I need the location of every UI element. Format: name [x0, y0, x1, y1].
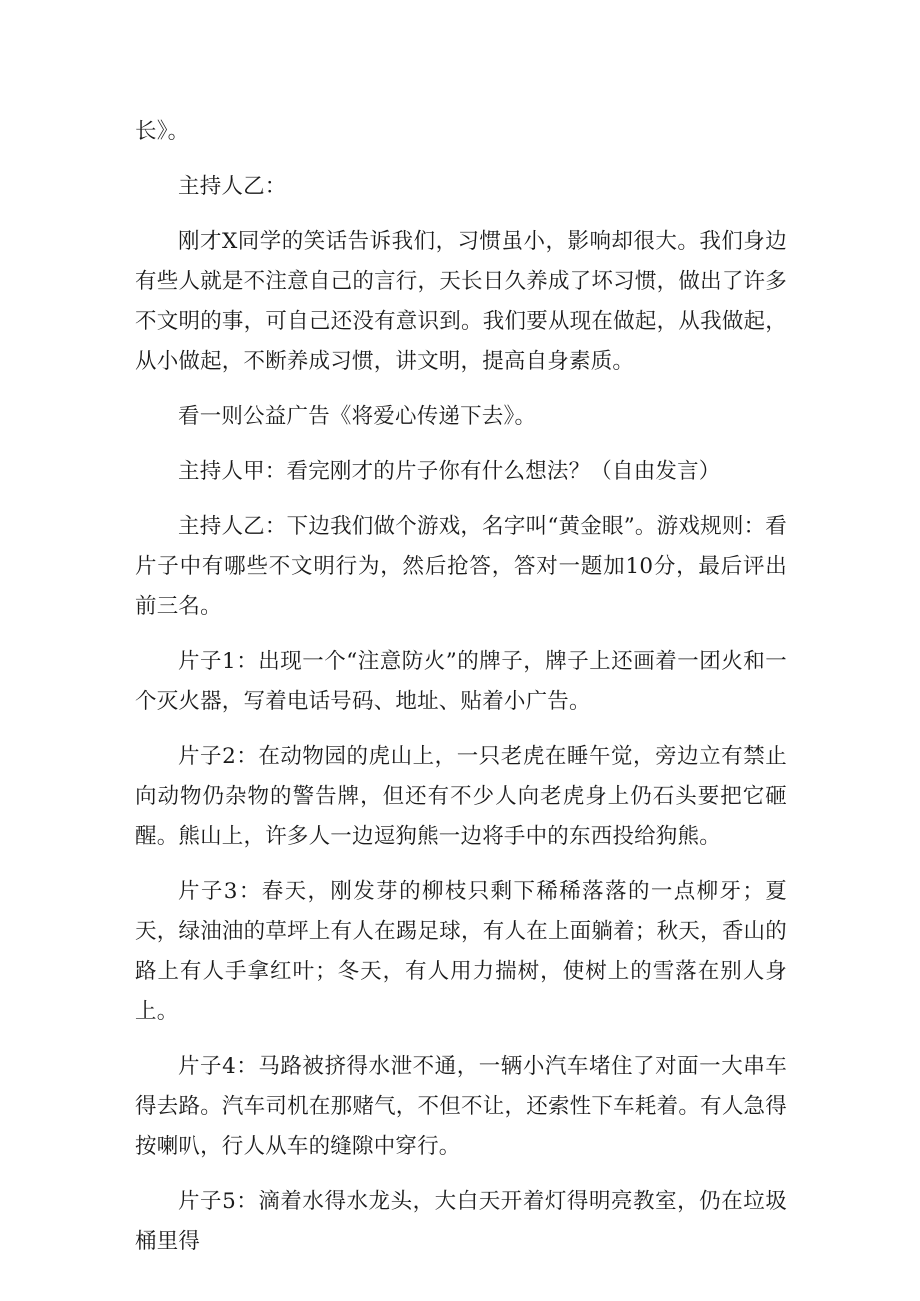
paragraph-host-b-label: 主持人乙： [178, 174, 287, 199]
paragraph-host-a-question: 主持人甲：看完刚才的片子你有什么想法？（自由发言） [178, 459, 721, 484]
paragraph-habits: 刚才X同学的笑话告诉我们，习惯虽小，影响却很大。我们身边有些人就是不注意自己的言行，天长日久养成了坏习惯，做出了许多不文明的事，可自己还没有意识到。我们要从现在做起，从我做起，从小做起，不断养成习惯，讲文明，提高自身素质。 [135, 229, 787, 374]
paragraph-public-ad: 看一则公益广告《将爱心传递下去》。 [178, 404, 537, 429]
paragraph-clip-3: 片子3：春天，刚发芽的柳枝只剩下稀稀落落的一点柳牙；夏天，绿油油的草坪上有人在踢足球，有人在上面躺着；秋天，香山的路上有人手拿红叶；冬天，有人用力揣树，使树上的雪落在别人身上。 [135, 879, 787, 1024]
paragraph-clip-1: 片子1：出现一个“注意防火”的牌子，牌子上还画着一团火和一个灭火器，写着电话号码、地址、贴着小广告。 [135, 649, 787, 714]
paragraph-continuation: 长》。 [135, 119, 190, 144]
paragraph-clip-2: 片子2：在动物园的虎山上，一只老虎在睡午觉，旁边立有禁止向动物仍杂物的警告牌，但还有不少人向老虎身上仍石头要把它砸醒。熊山上，许多人一边逗狗熊一边将手中的东西投给狗熊。 [135, 744, 787, 849]
paragraph-game-rules: 主持人乙：下边我们做个游戏，名字叫“黄金眼”。游戏规则：看片子中有哪些不文明行为，然后抢答，答对一题加10分，最后评出前三名。 [135, 514, 787, 619]
paragraph-clip-5: 片子5：滴着水得水龙头，大白天开着灯得明亮教室，仍在垃圾桶里得 [135, 1189, 787, 1254]
document-body [135, 112, 787, 1262]
paragraph-clip-4: 片子4：马路被挤得水泄不通，一辆小汽车堵住了对面一大串车得去路。汽车司机在那赌气，不但不让，还索性下车耗着。有人急得按喇叭，行人从车的缝隙中穿行。 [135, 1054, 787, 1159]
